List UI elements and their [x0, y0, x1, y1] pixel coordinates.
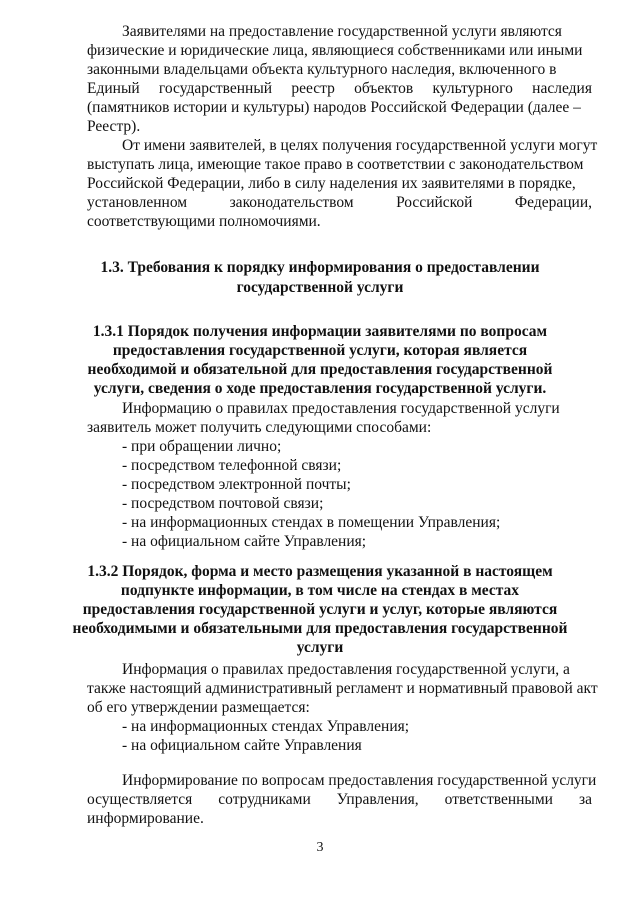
word: за — [578, 791, 592, 808]
section-1-3-2-heading-line-5: услуги — [296, 639, 344, 656]
section-1-3-1-heading-line-3: необходимой и обязательной для предоставления государственной — [87, 361, 553, 378]
word: Федерации, — [514, 194, 592, 211]
section-1-3-2-heading-line-3: предоставления государственной услуги и услуг, которые являются — [82, 601, 558, 618]
list-item: - на информационных стендах в помещении Управления; — [122, 514, 501, 531]
word: установленном — [87, 194, 188, 211]
paragraph-4-line-3: об его утверждении размещается: — [87, 699, 310, 716]
paragraph-1-line-2: физические и юридические лица, являющиеся собственниками или иными — [87, 42, 583, 59]
paragraph-5-line-1: Информирование по вопросам предоставления государственной услуги — [122, 772, 597, 789]
word: сотрудниками — [218, 791, 311, 808]
list-item: - при обращении лично; — [122, 438, 282, 455]
section-1-3-2-heading-line-1: 1.3.2 Порядок, форма и место размещения указанной в настоящем — [87, 563, 553, 580]
section-1-3-2-heading-line-2: подпункте информации, в том числе на стендах в местах — [120, 582, 520, 599]
paragraph-1-line-5: (памятников истории и культуры) народов Российской Федерации (далее – — [87, 99, 581, 116]
paragraph-2-line-5: соответствующими полномочиями. — [87, 213, 321, 230]
paragraph-1-line-4 — [87, 79, 592, 98]
section-1-3-heading-line-1: 1.3. Требования к порядку информирования о предоставлении — [100, 259, 540, 276]
list-item: - посредством электронной почты; — [122, 476, 351, 493]
paragraph-3-line-2: заявитель может получить следующими способами: — [87, 419, 432, 436]
word: реестр — [291, 80, 335, 97]
word: Управления, — [336, 791, 419, 808]
paragraph-3-line-1: Информацию о правилах предоставления государственной услуги — [122, 400, 560, 417]
list-item: - посредством телефонной связи; — [122, 457, 342, 474]
word: осуществляется — [87, 791, 193, 808]
word: ответственными — [444, 791, 553, 808]
paragraph-5-line-3: информирование. — [87, 810, 204, 827]
paragraph-4-line-2: также настоящий административный регламент и нормативный правовой акт — [87, 680, 598, 697]
paragraph-1-line-1: Заявителями на предоставление государственной услуги являются — [122, 23, 562, 40]
list-item: - на информационных стендах Управления; — [122, 718, 410, 735]
word: Единый — [87, 80, 140, 97]
page-number: 3 — [316, 840, 324, 855]
paragraph-2-line-4 — [87, 193, 592, 212]
word: объектов — [354, 80, 414, 97]
paragraph-5-line-2 — [87, 790, 592, 809]
paragraph-2-line-1: От имени заявителей, в целях получения государственной услуги могут — [122, 137, 598, 154]
section-1-3-1-heading-line-1: 1.3.1 Порядок получения информации заявителями по вопросам — [92, 323, 548, 340]
paragraph-4-line-1: Информация о правилах предоставления государственной услуги, а — [122, 661, 570, 678]
list-item: - посредством почтовой связи; — [122, 495, 324, 512]
list-item: - на официальном сайте Управления — [122, 737, 362, 754]
paragraph-2-line-2: выступать лица, имеющие такое право в соответствии с законодательством — [87, 156, 584, 173]
section-1-3-1-heading-line-4: услуги, сведения о ходе предоставления государственной услуги. — [93, 380, 547, 397]
list-item: - на официальном сайте Управления; — [122, 533, 367, 550]
word: государственный — [158, 80, 273, 97]
word: Российской — [396, 194, 473, 211]
section-1-3-heading-line-2: государственной услуги — [236, 279, 404, 296]
section-1-3-1-heading-line-2: предоставления государственной услуги, которая является — [112, 342, 528, 359]
word: наследия — [532, 80, 592, 97]
paragraph-1-line-6: Реестр). — [87, 118, 141, 135]
paragraph-2-line-3: Российской Федерации, либо в силу наделения их заявителями в порядке, — [87, 175, 576, 192]
section-1-3-2-heading-line-4: необходимыми и обязательными для предоставления государственной — [72, 620, 568, 637]
word: законодательством — [229, 194, 354, 211]
paragraph-1-line-3: законными владельцами объекта культурного наследия, включенного в — [87, 61, 557, 78]
word: культурного — [432, 80, 513, 97]
